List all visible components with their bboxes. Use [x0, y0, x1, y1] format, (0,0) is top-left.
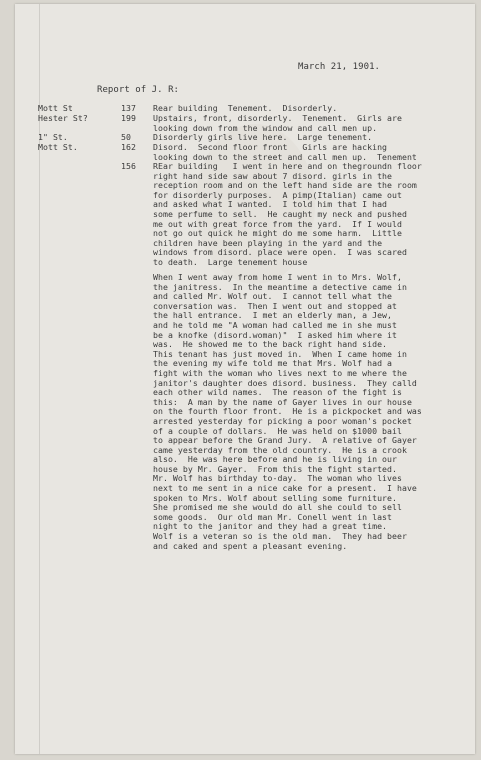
entry-line: Disord. Second floor front Girls are hacking	[153, 142, 388, 152]
entry-line: Rear building Tenement. Disorderly.	[153, 103, 338, 113]
narrative-line: and caked and spent a pleasant evening.	[153, 540, 348, 551]
entry-number: 162	[121, 142, 136, 152]
entry-description	[153, 114, 402, 133]
entry-line: some perfume to sell. He caught my neck and pushed	[153, 208, 407, 219]
entry-line: windows from disord. place were open. I was scared	[153, 247, 407, 258]
narrative-line: and he told me "A woman had called me in she must	[153, 319, 397, 330]
narrative-line: Mr. Wolf has birthday to-day. The woman who lives	[153, 473, 402, 484]
entry-line: REar building I went in here and on thegroundn floor	[153, 161, 422, 171]
narrative-line: of a couple of dollars. He was held on $1000 bail	[153, 425, 402, 436]
narrative-line: be a knofke (disord.woman)" I asked him where it	[153, 329, 397, 340]
entry-line: me out with great force from the yard. If I would	[153, 218, 402, 229]
narrative-line: each other wild names. The reason of the fight is	[153, 387, 402, 398]
narrative-line: next to me sent in a nice cake for a present. I have	[153, 483, 417, 494]
narrative-line: spoken to Mrs. Wolf about selling some furniture.	[153, 492, 397, 503]
entry-line: and asked what I wanted. I told him that I had	[153, 199, 388, 210]
entry-street: Hester St?	[38, 113, 88, 123]
report-date: March 21, 1901.	[298, 62, 381, 72]
narrative-line: fight with the woman who lives next to me where the	[153, 367, 407, 378]
narrative-line: When I went away from home I went in to Mrs. Wolf,	[153, 272, 402, 282]
narrative-paragraph	[153, 273, 422, 551]
narrative-line: the janitress. In the meantime a detective came in	[153, 281, 407, 292]
narrative-line: came yesterday from the old country. He is a crook	[153, 444, 407, 455]
entry-street: Mott St	[38, 103, 73, 113]
entry-number: 50	[121, 132, 131, 142]
entry-line: children have been playing in the yard and the	[153, 237, 383, 248]
entry-line: for disorderly purposes. A pimp(Italian) came out	[153, 189, 402, 200]
narrative-line: the evening my wife told me that Mrs. Wolf had a	[153, 358, 393, 369]
narrative-line: night to the janitor and they had a great time.	[153, 521, 388, 532]
narrative-line: some goods. Our old man Mr. Conell went in last	[153, 511, 393, 522]
entry-number: 156	[121, 161, 136, 171]
narrative-line: arrested yesterday for picking a poor woman's pocket	[153, 415, 412, 426]
entry-street: 1" St.	[38, 132, 68, 142]
narrative-line: She promised me she would do all she could to sell	[153, 502, 402, 513]
narrative-line: house by Mr. Gayer. From this the fight started.	[153, 463, 397, 474]
narrative-line: janitor's daughter does disord. business. They calld	[153, 377, 417, 388]
narrative-line: Wolf is a veteran so is the old man. They had beer	[153, 531, 407, 542]
entry-line: not go out quick he might do me some harm. Little	[153, 228, 402, 239]
narrative-line: the hall entrance. I met an elderly man, a Jew,	[153, 310, 393, 321]
entry-line: right hand side saw about 7 disord. girls in the	[153, 170, 393, 181]
entry-line: looking down from the window and call men up.	[153, 122, 378, 133]
narrative-line: was. He showed me to the back right hand side.	[153, 339, 388, 350]
entry-street: Mott St.	[38, 142, 78, 152]
entry-description	[153, 162, 422, 268]
entry-line: to death. Large tenement house	[153, 256, 308, 267]
entry-line: Upstairs, front, disorderly. Tenement. Girls are	[153, 113, 402, 123]
report-heading: Report of J. R:	[97, 85, 180, 95]
narrative-line: to appear before the Grand Jury. A relative of Gayer	[153, 435, 417, 446]
narrative-line: This tenant has just moved in. When I came home in	[153, 348, 407, 359]
entry-line: Disorderly girls live here. Large tenement.	[153, 132, 373, 142]
entry-number: 137	[121, 103, 136, 113]
entry-description	[153, 143, 417, 162]
document-page	[15, 4, 475, 754]
entry-number: 199	[121, 113, 136, 123]
narrative-line: on the fourth floor front. He is a pickpocket and was	[153, 406, 422, 417]
narrative-line: also. He was here before and he is living in our	[153, 454, 397, 465]
entry-line: reception room and on the left hand side are the room	[153, 180, 417, 191]
entry-line: looking down to the street and call men up. Tenement	[153, 151, 417, 162]
narrative-line: this: A man by the name of Gayer lives in our house	[153, 396, 412, 407]
narrative-line: conversation was. Then I went out and stopped at	[153, 300, 397, 311]
narrative-line: and called Mr. Wolf out. I cannot tell what the	[153, 291, 393, 302]
